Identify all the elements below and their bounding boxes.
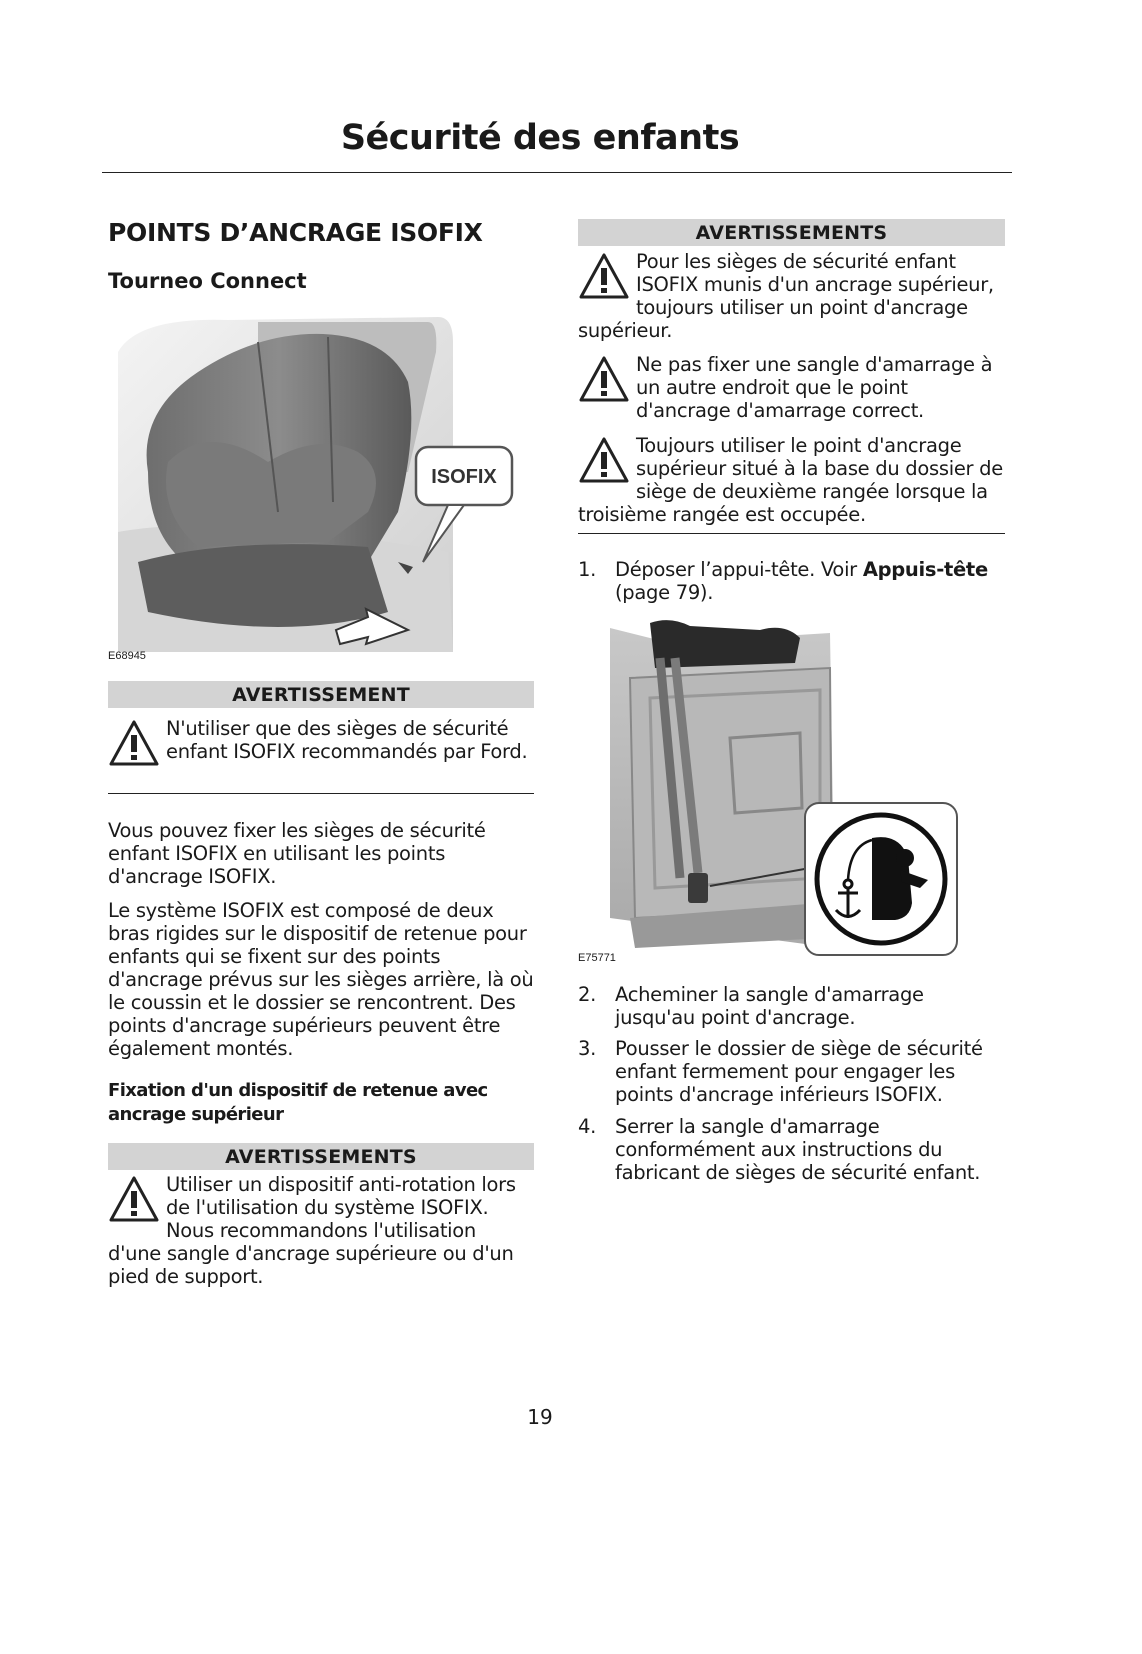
- warning-text-block: [108, 717, 534, 769]
- cross-reference-link[interactable]: Appuis-tête: [862, 558, 988, 581]
- warning-triangle-icon: [578, 436, 630, 486]
- warning-triangle-icon: [578, 252, 630, 302]
- section-title: POINTS D’ANCRAGE ISOFIX: [108, 218, 483, 247]
- page-reference: (page 79).: [615, 581, 714, 604]
- warning-heading: AVERTISSEMENT: [108, 681, 534, 708]
- isofix-callout-label: ISOFIX: [431, 466, 497, 488]
- warning-triangle-icon: [108, 719, 160, 769]
- paragraph: Le système ISOFIX est composé de deux bras rigides sur le dispositif de retenue pour enfants qui se fixent sur des points d'ancrage prévus sur les sièges arrière, là où le coussin et le dossier se rencontrent. Des points d'ancrage supérieurs peuvent être également montés.: [108, 899, 534, 1060]
- figure-code: E75771: [578, 952, 616, 964]
- list-number: 4.: [578, 1115, 597, 1138]
- warning-triangle-icon: [578, 355, 630, 405]
- warning-text: Pour les sièges de sécurité enfant ISOFIX munis d'un ancrage supérieur, toujours utiliser un point d'ancrage supérieur.: [578, 250, 994, 342]
- warning-text: Utiliser un dispositif anti-rotation lors de l'utilisation du système ISOFIX. Nous recommandons l'utilisation d'une sangle d'ancrage supérieure ou d'un pied de support.: [108, 1173, 516, 1288]
- list-number: 2.: [578, 983, 597, 1006]
- list-number: 1.: [578, 558, 597, 581]
- list-number: 3.: [578, 1037, 597, 1060]
- subsection-title: Tourneo Connect: [108, 269, 307, 293]
- list-text: Acheminer la sangle d'amarrage jusqu'au point d'ancrage.: [615, 983, 924, 1029]
- warning-end-rule: [108, 793, 534, 794]
- warning-text-block: [578, 434, 1005, 526]
- list-item: [578, 1115, 1005, 1185]
- step-text: Déposer l’appui-tête. Voir: [615, 558, 863, 581]
- list-item: [578, 558, 1005, 606]
- list-item: [578, 983, 1005, 1031]
- warning-end-rule: [578, 533, 1005, 534]
- warning-triangle-icon: [108, 1175, 160, 1225]
- list-text: Serrer la sangle d'amarrage conformément aux instructions du fabricant de sièges de sécurité enfant.: [615, 1115, 981, 1184]
- figure-code: E68945: [108, 650, 146, 662]
- page-title: Sécurité des enfants: [340, 118, 740, 158]
- page-number: 19: [527, 1405, 553, 1429]
- list-text: Pousser le dossier de siège de sécurité enfant fermement pour engager les points d'ancrage inférieurs ISOFIX.: [615, 1037, 983, 1106]
- warning-text: N'utiliser que des sièges de sécurité enfant ISOFIX recommandés par Ford.: [166, 717, 528, 763]
- warning-text-block: [578, 353, 1005, 422]
- list-text: [615, 558, 1005, 604]
- list-item: [578, 1037, 1005, 1107]
- anchor-point-figure: [610, 618, 962, 958]
- warning-heading: AVERTISSEMENTS: [108, 1143, 534, 1170]
- isofix-seat-figure: [108, 312, 534, 660]
- warning-text: Ne pas fixer une sangle d'amarrage à un autre endroit que le point d'ancrage d'amarrage correct.: [636, 353, 993, 422]
- warning-heading: AVERTISSEMENTS: [578, 219, 1005, 246]
- warning-text-block: [578, 250, 1005, 342]
- subheading: Fixation d'un dispositif de retenue avec ancrage supérieur: [108, 1080, 488, 1125]
- warning-text-block: [108, 1173, 534, 1288]
- warning-text: Toujours utiliser le point d'ancrage supérieur situé à la base du dossier de siège de deuxième rangée lorsque la troisième rangée est occupée.: [578, 434, 1003, 526]
- paragraph: Vous pouvez fixer les sièges de sécurité enfant ISOFIX en utilisant les points d'ancrage ISOFIX.: [108, 819, 486, 888]
- title-divider: [102, 172, 1012, 173]
